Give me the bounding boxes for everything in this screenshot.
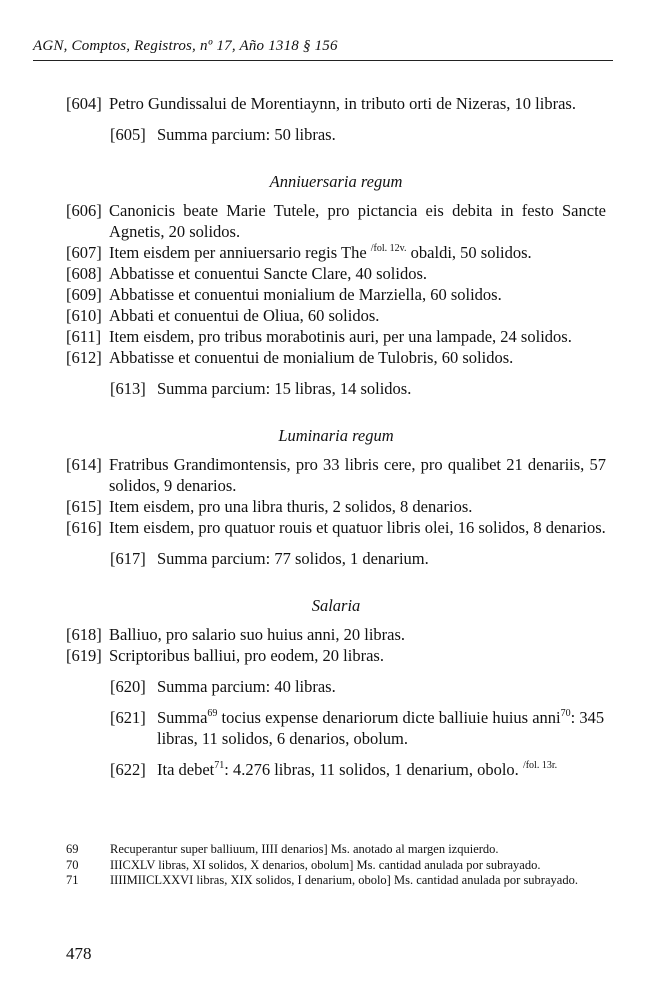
sum-text: Summa	[157, 708, 208, 727]
entry-text: Scriptoribus balliui, pro eodem, 20 libras.	[109, 646, 384, 665]
footnote-69	[66, 842, 606, 858]
footnote-text: IIIIMIICLXXVI libras, XIX solidos, I denarium, obolo] Ms. cantidad anulada por subrayado.	[110, 873, 578, 887]
entry-text: Item eisdem, pro una libra thuris, 2 solidos, 8 denarios.	[109, 497, 473, 516]
entry-number: [606]	[66, 201, 102, 220]
folio-marker: /fol. 13r.	[522, 759, 558, 771]
sum-text: Summa parcium: 50 libras.	[157, 125, 336, 144]
section-title-anniuersaria: Anniuersaria regum	[269, 172, 403, 191]
entry-text-continued: obaldi, 50 solidos.	[406, 243, 532, 262]
entry-text: Item eisdem, pro quatuor rouis et quatuor libris olei, 16 solidos, 8 denarios.	[109, 518, 606, 537]
entry-number: [609]	[66, 285, 102, 304]
entry-number: [617]	[110, 549, 146, 568]
page-number: 478	[66, 944, 92, 963]
sum-605	[110, 124, 606, 145]
sum-620	[110, 676, 606, 697]
sum-622	[110, 759, 606, 780]
entry-606	[66, 200, 606, 242]
entry-number: [614]	[66, 455, 102, 474]
sum-text: Summa parcium: 40 libras.	[157, 677, 336, 696]
footnote-number: 71	[66, 873, 79, 887]
sum-text: Summa parcium: 15 libras, 14 solidos.	[157, 379, 412, 398]
footnote-text: Recuperantur super balliuum, IIII denarios] Ms. anotado al margen izquierdo.	[110, 842, 499, 856]
page-body	[66, 93, 606, 780]
sum-text: Summa parcium: 77 solidos, 1 denarium.	[157, 549, 429, 568]
sum-text-continued: : 4.276 libras, 11 solidos, 1 denarium, obolo.	[224, 760, 523, 779]
running-header: AGN, Comptos, Registros, nº 17, Año 1318 § 156	[33, 38, 338, 54]
footnote-ref-70: 70	[560, 707, 571, 719]
entry-number: [620]	[110, 677, 146, 696]
entry-number: [611]	[66, 327, 102, 346]
footnote-text: IIICXLV libras, XI solidos, X denarios, obolum] Ms. cantidad anulada por subrayado.	[110, 857, 541, 872]
entry-text: Item eisdem per anniuersario regis The	[109, 243, 371, 262]
entry-number: [618]	[66, 625, 102, 644]
entry-number: [612]	[66, 348, 102, 367]
entry-text: Abbati et conuentui de Oliua, 60 solidos.	[109, 306, 380, 325]
entry-618	[66, 624, 606, 645]
folio-marker: /fol. 12v.	[370, 242, 407, 254]
entry-number: [615]	[66, 497, 102, 516]
footnote-number: 69	[66, 842, 79, 856]
entry-text: Abbatisse et conuentui monialium de Marziella, 60 solidos.	[109, 285, 502, 304]
entry-text: Fratribus Grandimontensis, pro 33 libris cere, pro qualibet 21 denariis, 57 solidos, 9 denarios.	[109, 455, 606, 495]
footnote-ref-69: 69	[207, 707, 218, 719]
footnote-ref-71: 71	[214, 759, 225, 771]
header-rule	[33, 60, 613, 61]
entry-number: [622]	[110, 760, 146, 779]
entry-612	[66, 347, 606, 368]
entry-number: [610]	[66, 306, 102, 325]
sum-617	[110, 548, 606, 569]
sum-613	[110, 378, 606, 399]
entry-number: [608]	[66, 264, 102, 283]
sum-text-continued: tocius expense denariorum dicte balliuie huius anni	[217, 708, 561, 727]
entry-616	[66, 517, 606, 538]
footnote-70	[66, 858, 606, 874]
entry-number: [619]	[66, 646, 102, 665]
entry-610	[66, 305, 606, 326]
entry-number: [604]	[66, 94, 102, 113]
entry-619	[66, 645, 606, 666]
entry-number: [613]	[110, 379, 146, 398]
sum-text: Ita debet	[157, 760, 215, 779]
section-title-salaria: Salaria	[311, 596, 361, 615]
entry-608	[66, 263, 606, 284]
entry-text: Item eisdem, pro tribus morabotinis auri, per una lampade, 24 solidos.	[109, 327, 572, 346]
entry-number: [605]	[110, 125, 146, 144]
entry-614	[66, 454, 606, 496]
entry-text: Abbatisse et conuentui de monialium de Tulobris, 60 solidos.	[109, 348, 514, 367]
entry-609	[66, 284, 606, 305]
footnotes	[66, 842, 606, 889]
footnote-71	[66, 873, 606, 889]
footnote-number: 70	[66, 857, 79, 872]
sum-621	[110, 707, 606, 749]
entry-604	[66, 93, 606, 114]
entry-text: Canonicis beate Marie Tutele, pro pictancia eis debita in festo Sancte Agnetis, 20 solidos.	[109, 201, 606, 241]
entry-607	[66, 242, 606, 263]
entry-number: [621]	[110, 708, 146, 727]
entry-text: Petro Gundissalui de Morentiaynn, in tributo orti de Nizeras, 10 libras.	[109, 94, 576, 113]
entry-number: [607]	[66, 243, 102, 262]
entry-text: Balliuo, pro salario suo huius anni, 20 libras.	[109, 625, 406, 644]
entry-number: [616]	[66, 518, 102, 537]
sum-text-end: : 345 libras, 11 solidos, 6 denarios, obolum.	[157, 708, 605, 748]
entry-615	[66, 496, 606, 517]
entry-text: Abbatisse et conuentui Sancte Clare, 40 solidos.	[109, 264, 428, 283]
entry-611	[66, 326, 606, 347]
section-title-luminaria: Luminaria regum	[278, 426, 394, 445]
